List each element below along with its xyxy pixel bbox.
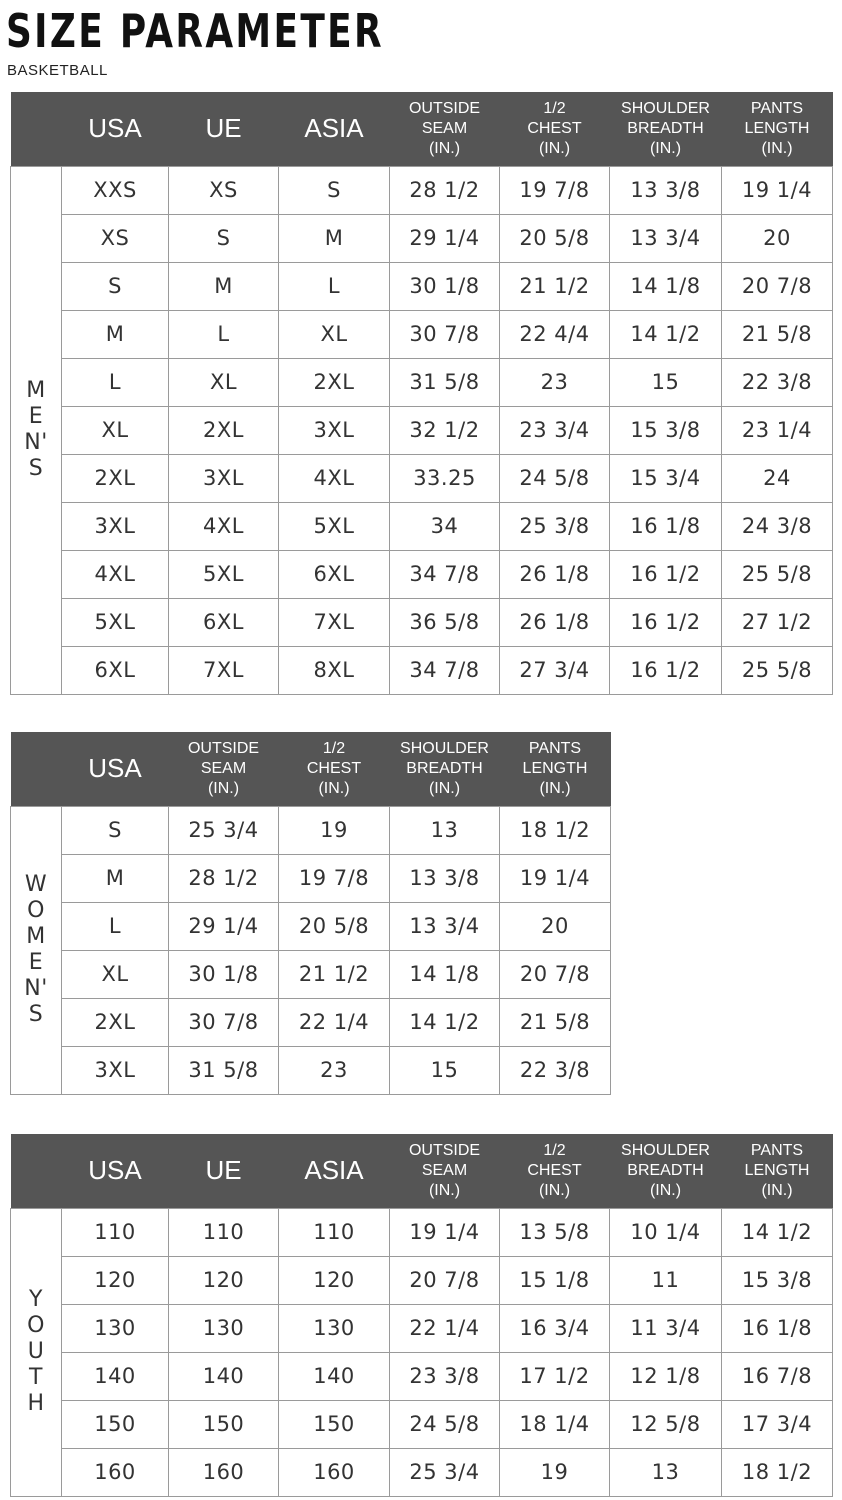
header-pants-length xyxy=(722,1134,833,1208)
table-cell: 23 1/4 xyxy=(722,406,833,454)
table-row xyxy=(11,358,833,406)
table-row xyxy=(11,902,611,950)
table-row xyxy=(11,454,833,502)
table-cell: 23 xyxy=(500,358,610,406)
group-label-letter: S xyxy=(28,456,44,481)
page-title: SIZE PARAMETER xyxy=(6,4,384,58)
table-cell: 120 xyxy=(279,1256,390,1304)
group-label-letter: N' xyxy=(24,976,48,1001)
table-header-row xyxy=(11,1134,833,1208)
group-label-letter: S xyxy=(28,1002,44,1027)
table-cell: 3XL xyxy=(62,502,169,550)
group-label-letter: Y xyxy=(29,1287,43,1312)
table-cell: 15 3/4 xyxy=(610,454,722,502)
header-pants-length xyxy=(722,92,833,166)
header-half-chest xyxy=(279,732,390,806)
table-cell: 19 1/4 xyxy=(500,854,611,902)
header-outside-seam xyxy=(390,92,500,166)
table-cell: 21 1/2 xyxy=(279,950,390,998)
header-line: LENGTH xyxy=(744,119,810,137)
table-cell: 11 3/4 xyxy=(610,1304,722,1352)
table-cell: 24 3/8 xyxy=(722,502,833,550)
table-cell: 13 xyxy=(390,806,500,854)
header-line: SHOULDER xyxy=(621,99,710,117)
table-cell: 130 xyxy=(169,1304,279,1352)
table-cell: 27 3/4 xyxy=(500,646,610,694)
header-shoulder-breadth xyxy=(610,92,722,166)
table-cell: 150 xyxy=(62,1400,169,1448)
table-cell: 24 5/8 xyxy=(500,454,610,502)
table-row xyxy=(11,262,833,310)
table-cell: XL xyxy=(279,310,390,358)
header-line: (IN.) xyxy=(539,779,571,797)
table-cell: 4XL xyxy=(279,454,390,502)
header-corner xyxy=(11,92,62,166)
table-cell: 33.25 xyxy=(390,454,500,502)
table-cell: 22 1/4 xyxy=(279,998,390,1046)
header-line: SEAM xyxy=(200,759,247,777)
table-cell: 23 xyxy=(279,1046,390,1094)
table-cell: 14 1/8 xyxy=(610,262,722,310)
header-asia: ASIA xyxy=(279,92,390,166)
table-cell: 25 3/4 xyxy=(169,806,279,854)
header-corner xyxy=(11,732,62,806)
table-cell: 31 5/8 xyxy=(169,1046,279,1094)
table-row xyxy=(11,166,833,214)
table-cell: 29 1/4 xyxy=(169,902,279,950)
header-line: 1/2 xyxy=(322,739,346,757)
header-half-chest xyxy=(500,1134,610,1208)
header-line: PANTS xyxy=(750,1141,804,1159)
table-cell: 120 xyxy=(169,1256,279,1304)
table-cell: 2XL xyxy=(169,406,279,454)
header-line: CHEST xyxy=(306,759,362,777)
header-line: 1/2 xyxy=(543,99,566,117)
table-cell: XL xyxy=(62,406,169,454)
table-cell: 11 xyxy=(610,1256,722,1304)
header-line: LENGTH xyxy=(522,759,588,777)
header-line: (IN.) xyxy=(318,779,350,797)
table-cell: XL xyxy=(62,950,169,998)
table-cell: 23 3/4 xyxy=(500,406,610,454)
table-cell: 15 3/8 xyxy=(722,1256,833,1304)
header-usa: USA xyxy=(62,732,169,806)
table-header-row xyxy=(11,732,611,806)
table-cell: 14 1/2 xyxy=(610,310,722,358)
table-cell: 13 5/8 xyxy=(500,1208,610,1256)
table-cell: L xyxy=(62,902,169,950)
table-cell: XS xyxy=(62,214,169,262)
table-cell: 4XL xyxy=(62,550,169,598)
table-cell: 25 3/4 xyxy=(390,1448,500,1496)
table-cell: 16 1/2 xyxy=(610,598,722,646)
table-cell: 4XL xyxy=(169,502,279,550)
table-cell: 140 xyxy=(279,1352,390,1400)
table-cell: 26 1/8 xyxy=(500,550,610,598)
header-pants-length xyxy=(500,732,611,806)
table-cell: L xyxy=(62,358,169,406)
table-cell: 7XL xyxy=(169,646,279,694)
table-cell: 130 xyxy=(279,1304,390,1352)
header-line: SHOULDER xyxy=(621,1141,710,1159)
table-cell: 15 1/8 xyxy=(500,1256,610,1304)
table-cell: 20 xyxy=(722,214,833,262)
group-label-letter: H xyxy=(27,1391,45,1416)
table-cell: 30 7/8 xyxy=(390,310,500,358)
header-line: BREADTH xyxy=(627,1161,704,1179)
table-cell: 20 xyxy=(500,902,611,950)
header-ue: UE xyxy=(169,1134,279,1208)
table-cell: 22 1/4 xyxy=(390,1304,500,1352)
mens-group-label xyxy=(11,166,62,694)
header-line: (IN.) xyxy=(761,1181,793,1199)
table-cell: 24 xyxy=(722,454,833,502)
table-header-row xyxy=(11,92,833,166)
table-cell: XL xyxy=(169,358,279,406)
header-line: (IN.) xyxy=(207,779,240,797)
page-subtitle: BASKETBALL xyxy=(7,62,108,79)
table-cell: S xyxy=(169,214,279,262)
header-line: (IN.) xyxy=(538,1181,571,1199)
table-cell: 28 1/2 xyxy=(390,166,500,214)
header-shoulder-breadth xyxy=(610,1134,722,1208)
table-cell: 30 1/8 xyxy=(169,950,279,998)
header-outside-seam xyxy=(169,732,279,806)
table-cell: 3XL xyxy=(62,1046,169,1094)
table-cell: 150 xyxy=(279,1400,390,1448)
table-cell: 20 5/8 xyxy=(279,902,390,950)
table-cell: 120 xyxy=(62,1256,169,1304)
table-cell: 7XL xyxy=(279,598,390,646)
header-line: CHEST xyxy=(527,119,582,137)
group-label-letter: U xyxy=(27,1339,45,1364)
table-cell: L xyxy=(169,310,279,358)
header-line: BREADTH xyxy=(627,119,704,137)
table-cell: 16 7/8 xyxy=(722,1352,833,1400)
table-cell: 12 5/8 xyxy=(610,1400,722,1448)
table-cell: 160 xyxy=(62,1448,169,1496)
table-cell: 3XL xyxy=(279,406,390,454)
table-cell: 34 xyxy=(390,502,500,550)
table-row xyxy=(11,1208,833,1256)
table-cell: 150 xyxy=(169,1400,279,1448)
table-cell: 14 1/8 xyxy=(390,950,500,998)
table-cell: 34 7/8 xyxy=(390,646,500,694)
table-cell: 13 xyxy=(610,1448,722,1496)
table-row xyxy=(11,406,833,454)
header-asia: ASIA xyxy=(279,1134,390,1208)
table-cell: 2XL xyxy=(279,358,390,406)
table-row xyxy=(11,598,833,646)
table-cell: 2XL xyxy=(62,998,169,1046)
table-cell: 13 3/4 xyxy=(390,902,500,950)
table-cell: 16 3/4 xyxy=(500,1304,610,1352)
youth-size-table xyxy=(10,1134,833,1497)
header-line: SEAM xyxy=(421,1161,468,1179)
table-cell: 5XL xyxy=(62,598,169,646)
mens-size-table xyxy=(10,92,833,695)
table-cell: 6XL xyxy=(169,598,279,646)
table-row xyxy=(11,310,833,358)
header-line: (IN.) xyxy=(538,139,571,157)
table-cell: 140 xyxy=(62,1352,169,1400)
table-cell: 21 5/8 xyxy=(500,998,611,1046)
table-cell: 160 xyxy=(169,1448,279,1496)
table-cell: 30 1/8 xyxy=(390,262,500,310)
table-cell: M xyxy=(62,854,169,902)
table-cell: M xyxy=(279,214,390,262)
table-cell: 110 xyxy=(62,1208,169,1256)
table-row xyxy=(11,806,611,854)
header-line: (IN.) xyxy=(428,1181,461,1199)
header-ue: UE xyxy=(169,92,279,166)
table-cell: 20 7/8 xyxy=(722,262,833,310)
table-cell: 17 1/2 xyxy=(500,1352,610,1400)
header-line: OUTSIDE xyxy=(408,99,481,117)
header-line: 1/2 xyxy=(543,1141,566,1159)
table-cell: S xyxy=(279,166,390,214)
table-cell: 19 1/4 xyxy=(390,1208,500,1256)
table-row xyxy=(11,646,833,694)
group-label-letter: E xyxy=(28,950,44,975)
table-cell: 16 1/8 xyxy=(722,1304,833,1352)
table-cell: 26 1/8 xyxy=(500,598,610,646)
table-cell: 15 3/8 xyxy=(610,406,722,454)
header-corner xyxy=(11,1134,62,1208)
table-cell: 18 1/4 xyxy=(500,1400,610,1448)
table-row xyxy=(11,1046,611,1094)
header-usa: USA xyxy=(62,92,169,166)
table-cell: 6XL xyxy=(279,550,390,598)
table-cell: 23 3/8 xyxy=(390,1352,500,1400)
header-line: OUTSIDE xyxy=(187,739,260,757)
table-row xyxy=(11,1304,833,1352)
table-cell: 19 7/8 xyxy=(500,166,610,214)
table-row xyxy=(11,1256,833,1304)
table-cell: XS xyxy=(169,166,279,214)
table-cell: 21 5/8 xyxy=(722,310,833,358)
table-cell: M xyxy=(169,262,279,310)
table-cell: 19 xyxy=(279,806,390,854)
table-row xyxy=(11,1352,833,1400)
table-cell: 19 1/4 xyxy=(722,166,833,214)
group-label-letter: M xyxy=(26,924,46,949)
table-cell: 31 5/8 xyxy=(390,358,500,406)
header-usa: USA xyxy=(62,1134,169,1208)
table-cell: 28 1/2 xyxy=(169,854,279,902)
table-row xyxy=(11,1448,833,1496)
table-cell: M xyxy=(62,310,169,358)
group-label-letter: T xyxy=(29,1365,43,1390)
table-cell: 110 xyxy=(169,1208,279,1256)
table-cell: 8XL xyxy=(279,646,390,694)
header-half-chest xyxy=(500,92,610,166)
table-cell: 5XL xyxy=(279,502,390,550)
table-cell: 160 xyxy=(279,1448,390,1496)
table-cell: 13 3/8 xyxy=(610,166,722,214)
group-label-letter: O xyxy=(27,1313,45,1338)
header-outside-seam xyxy=(390,1134,500,1208)
table-cell: 29 1/4 xyxy=(390,214,500,262)
table-cell: 34 7/8 xyxy=(390,550,500,598)
table-cell: L xyxy=(279,262,390,310)
table-cell: 15 xyxy=(610,358,722,406)
table-cell: 16 1/2 xyxy=(610,646,722,694)
table-cell: 20 7/8 xyxy=(390,1256,500,1304)
group-label-letter: N' xyxy=(24,430,48,455)
header-line: (IN.) xyxy=(761,139,793,157)
table-cell: 20 7/8 xyxy=(500,950,611,998)
header-line: SHOULDER xyxy=(400,739,489,757)
table-cell: 18 1/2 xyxy=(500,806,611,854)
table-cell: 140 xyxy=(169,1352,279,1400)
table-cell: 22 4/4 xyxy=(500,310,610,358)
table-cell: 17 3/4 xyxy=(722,1400,833,1448)
table-row xyxy=(11,1400,833,1448)
group-label-letter: W xyxy=(24,872,48,897)
table-cell: 25 5/8 xyxy=(722,550,833,598)
table-cell: 13 3/4 xyxy=(610,214,722,262)
table-cell: 12 1/8 xyxy=(610,1352,722,1400)
table-row xyxy=(11,854,611,902)
header-line: OUTSIDE xyxy=(408,1141,481,1159)
table-row xyxy=(11,998,611,1046)
table-cell: 24 5/8 xyxy=(390,1400,500,1448)
table-cell: 14 1/2 xyxy=(722,1208,833,1256)
group-label-letter: M xyxy=(26,378,46,403)
table-cell: 19 xyxy=(500,1448,610,1496)
table-cell: 6XL xyxy=(62,646,169,694)
header-line: CHEST xyxy=(527,1161,582,1179)
header-line: PANTS xyxy=(750,99,804,117)
header-line: SEAM xyxy=(421,119,468,137)
womens-size-table xyxy=(10,732,611,1095)
table-row xyxy=(11,502,833,550)
table-cell: 18 1/2 xyxy=(722,1448,833,1496)
table-cell: 16 1/8 xyxy=(610,502,722,550)
table-cell: 3XL xyxy=(169,454,279,502)
table-cell: 13 3/8 xyxy=(390,854,500,902)
table-cell: 20 5/8 xyxy=(500,214,610,262)
table-cell: 25 5/8 xyxy=(722,646,833,694)
table-cell: 32 1/2 xyxy=(390,406,500,454)
youth-group-label xyxy=(11,1208,62,1496)
table-cell: S xyxy=(62,806,169,854)
womens-group-label xyxy=(11,806,62,1094)
table-cell: 15 xyxy=(390,1046,500,1094)
header-line: BREADTH xyxy=(406,759,483,777)
header-line: LENGTH xyxy=(744,1161,810,1179)
table-cell: 27 1/2 xyxy=(722,598,833,646)
header-line: (IN.) xyxy=(649,1181,682,1199)
header-line: PANTS xyxy=(528,739,582,757)
table-cell: 22 3/8 xyxy=(500,1046,611,1094)
table-cell: 30 7/8 xyxy=(169,998,279,1046)
table-cell: S xyxy=(62,262,169,310)
table-row xyxy=(11,214,833,262)
table-cell: XXS xyxy=(62,166,169,214)
group-label-letter: E xyxy=(28,404,44,429)
table-cell: 10 1/4 xyxy=(610,1208,722,1256)
table-cell: 5XL xyxy=(169,550,279,598)
header-line: (IN.) xyxy=(428,779,461,797)
header-shoulder-breadth xyxy=(390,732,500,806)
table-cell: 110 xyxy=(279,1208,390,1256)
table-row xyxy=(11,550,833,598)
table-cell: 130 xyxy=(62,1304,169,1352)
group-label-letter: O xyxy=(27,898,45,923)
header-line: (IN.) xyxy=(428,139,461,157)
table-row xyxy=(11,950,611,998)
table-cell: 21 1/2 xyxy=(500,262,610,310)
table-cell: 36 5/8 xyxy=(390,598,500,646)
table-cell: 22 3/8 xyxy=(722,358,833,406)
table-cell: 19 7/8 xyxy=(279,854,390,902)
table-cell: 16 1/2 xyxy=(610,550,722,598)
table-cell: 14 1/2 xyxy=(390,998,500,1046)
table-cell: 2XL xyxy=(62,454,169,502)
table-cell: 25 3/8 xyxy=(500,502,610,550)
header-line: (IN.) xyxy=(649,139,682,157)
